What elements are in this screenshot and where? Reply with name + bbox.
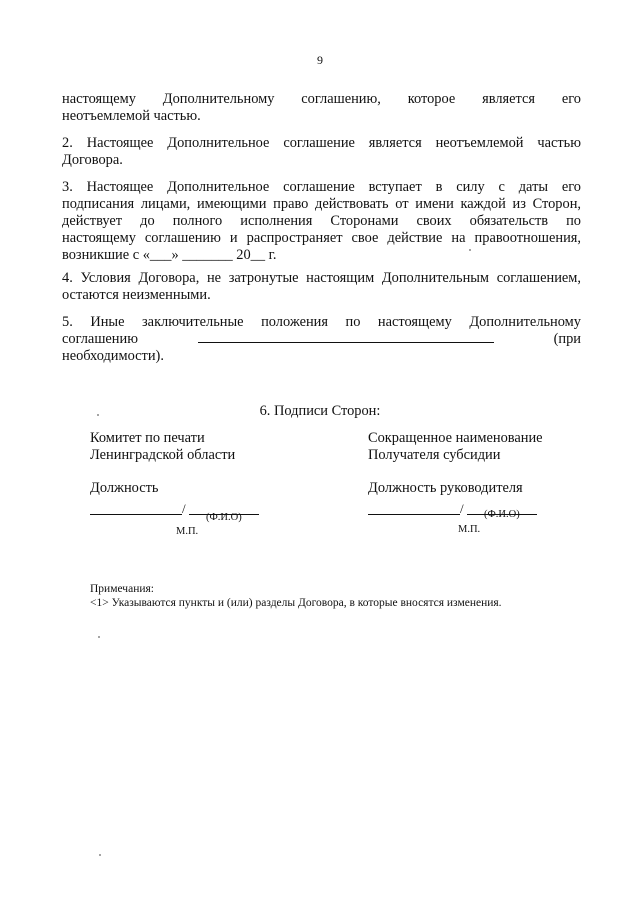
separator: / [460, 501, 464, 516]
text-fragment: (при [553, 331, 581, 347]
text-line-with-blank [62, 331, 581, 348]
signatures-title: 6. Подписи Сторон: [259, 403, 381, 419]
position-label: Должность руководителя [368, 480, 523, 496]
text-line: подписания лицами, имеющими право действовать от имени каждой из Сторон, [62, 196, 581, 212]
text-line: неотъемлемой частью. [62, 108, 201, 124]
text-line: остаются неизменными. [62, 287, 211, 303]
scan-speck [469, 249, 471, 251]
org-name: Ленинградской области [90, 447, 236, 463]
text-line: возникшие с «___» _______ 20__ г. [62, 247, 277, 263]
seal-caption-right: М.П. [458, 524, 481, 535]
text-line: 5. Иные заключительные положения по настоящему Дополнительному [62, 314, 581, 330]
org-name: Получателя субсидии [368, 447, 501, 463]
paragraph-2 [62, 135, 581, 169]
note-item: <1> Указываются пункты и (или) разделы Договора, в которые вносятся изменения. [90, 597, 502, 609]
text-line: настоящему соглашению и распространяет свое действие на правоотношения, [62, 230, 581, 246]
scan-speck [99, 854, 101, 856]
signature-block-right [368, 430, 608, 517]
notes-title: Примечания: [90, 583, 154, 595]
page-number: 9 [317, 53, 323, 67]
text-line: 2. Настоящее Дополнительное соглашение является неотъемлемой частью [62, 135, 581, 151]
text-line: необходимости). [62, 348, 164, 364]
paragraph-5 [62, 314, 581, 365]
position-label: Должность [90, 480, 159, 496]
text-line: настоящему Дополнительному соглашению, которое является его [62, 91, 581, 107]
org-name: Комитет по печати [90, 430, 205, 446]
text-line: действует до полного исполнения Сторонами своих обязательств по [62, 213, 581, 229]
notes-section [90, 582, 610, 610]
text-line: Договора. [62, 152, 123, 168]
scan-speck [98, 636, 100, 638]
fio-caption-left: (Ф.И.О) [206, 512, 242, 523]
text-fragment: соглашению [62, 331, 138, 347]
signature-blank [90, 514, 182, 515]
paragraph-3 [62, 179, 581, 264]
scan-speck [97, 414, 99, 416]
paragraph-continuation [62, 91, 581, 125]
text-line: 4. Условия Договора, не затронутые настоящим Дополнительным соглашением, [62, 270, 581, 286]
paragraph-4 [62, 270, 581, 304]
seal-caption-left: М.П. [176, 526, 199, 537]
org-name: Сокращенное наименование [368, 430, 543, 446]
signature-block-left [90, 430, 330, 517]
signature-blank [368, 514, 460, 515]
blank-fill-line [198, 331, 494, 343]
text-line: 3. Настоящее Дополнительное соглашение вступает в силу с даты его [62, 179, 581, 195]
fio-caption-right: (Ф.И.О) [484, 509, 520, 520]
separator: / [182, 501, 186, 516]
